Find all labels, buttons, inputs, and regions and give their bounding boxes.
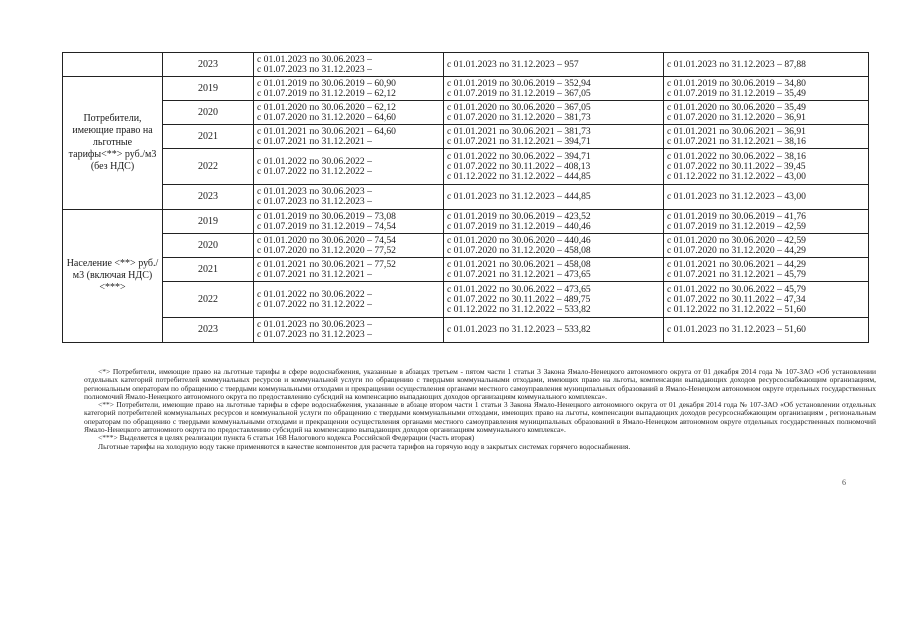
tariff-cell-c4 [444,282,664,318]
tariff-period-line: с 01.07.2023 по 31.12.2023 – [257,329,372,340]
tariff-period-line: с 01.01.2022 по 30.06.2022 – 473,65 [447,283,591,295]
tariff-period-line: с 01.07.2019 по 31.12.2019 – 62,12 [257,87,396,99]
footnote-1: <*> Потребители, имеющие право на льготные тарифы в сфере водоснабжения, указанные в абзацах третьем - пятом части 1 статьи 3 Закона Ямало-Ненецкого автономного округа от 01 декабря 2014 года № 107-ЗАО «Об установлении отдельных категорий потребителей коммунальных ресурсов и коммунальной услуги по обращению с твердыми коммунальными отходами, имеющих право на льготы, компенсации выпадающих доходов ресурсоснабжающим организациям, региональным операторам по обращению с твердыми коммунальными отходами и прекращении осуществления органами местного самоуправления муниципальных образований в Ямало-Ненецком автономном округе отдельных государственных полномочий Ямало-Ненецкого автономного округа по предоставлению субсидий на компенсацию выпадающих доходов организациям коммунального комплекса». [84,367,876,401]
tariff-period-line: с 01.07.2022 по 30.11.2022 – 47,34 [667,293,806,305]
tariff-period-line: с 01.07.2020 по 31.12.2020 – 381,73 [447,111,591,123]
tariff-period-line: с 01.07.2020 по 31.12.2020 – 64,60 [257,111,396,123]
tariff-cell-c5 [664,258,869,282]
tariff-cell-c4 [444,77,664,101]
tariff-period-line: с 01.01.2023 по 31.12.2023 – 51,60 [667,324,806,335]
tariff-cell-c5 [664,101,869,125]
tariff-period-line: с 01.07.2019 по 31.12.2019 – 367,05 [447,87,591,99]
year-cell: 2019 [163,210,254,234]
tariff-cell-c3 [254,318,444,343]
tariff-cell-c5 [664,125,869,149]
tariff-table [62,52,869,343]
table-row [63,149,869,185]
tariff-period-line: с 01.01.2023 по 31.12.2023 – 957 [447,58,579,70]
table-row [63,318,869,343]
tariff-cell-c4 [444,53,664,77]
table-row [63,53,869,77]
table-row [63,258,869,282]
tariff-cell-c4 [444,318,664,343]
tariff-cell-c3 [254,149,444,185]
tariff-period-line: с 01.01.2022 по 30.06.2022 – 394,71 [447,150,591,162]
tariff-period-line: с 01.01.2021 по 30.06.2021 – 381,73 [447,125,591,137]
page-number: 6 [842,478,846,487]
tariff-cell-c4 [444,234,664,258]
table-row [63,185,869,210]
tariff-period-line: с 01.12.2022 по 31.12.2022 – 51,60 [667,303,806,315]
tariff-period-line: с 01.01.2023 по 31.12.2023 – 444,85 [447,191,591,202]
tariff-cell-c3 [254,53,444,77]
tariff-period-line: с 01.07.2021 по 31.12.2021 – 38,16 [667,135,806,147]
year-cell: 2023 [163,185,254,210]
tariff-period-line: с 01.01.2020 по 30.06.2020 – 367,05 [447,101,591,113]
year-cell: 2021 [163,258,254,282]
tariff-cell-c3 [254,210,444,234]
tariff-period-line: с 01.01.2023 по 31.12.2023 – 533,82 [447,324,591,335]
tariff-period-line: с 01.01.2020 по 30.06.2020 – 62,12 [257,101,396,113]
tariff-cell-c3 [254,101,444,125]
tariff-period-line: с 01.07.2023 по 31.12.2023 – [257,63,372,75]
tariff-period-line: с 01.07.2019 по 31.12.2019 – 440,46 [447,220,591,232]
tariff-period-line: с 01.01.2021 по 30.06.2021 – 64,60 [257,125,396,137]
tariff-period-line: с 01.01.2021 по 30.06.2021 – 458,08 [447,258,591,270]
table-row [63,282,869,318]
tariff-period-line: с 01.01.2023 по 30.06.2023 – [257,319,372,330]
tariff-cell-c4 [444,210,664,234]
tariff-period-line: с 01.07.2022 по 30.11.2022 – 39,45 [667,160,806,172]
tariff-period-line: с 01.01.2019 по 30.06.2019 – 73,08 [257,210,396,222]
tariff-cell-c5 [664,282,869,318]
tariff-period-line: с 01.07.2023 по 31.12.2023 – [257,196,372,207]
tariff-period-line: с 01.07.2019 по 31.12.2019 – 35,49 [667,87,806,99]
table-row [63,234,869,258]
year-cell: 2023 [163,53,254,77]
tariff-period-line: с 01.07.2021 по 31.12.2021 – [257,135,372,147]
tariff-period-line: с 01.01.2022 по 30.06.2022 – [257,155,372,167]
tariff-cell-c4 [444,258,664,282]
footnote-4: Льготные тарифы на холодную воду также применяются в качестве компонентов для расчета тарифов на горячую воду в закрытых системах горячего водоснабжения. [98,441,631,451]
category-cell [63,53,163,77]
tariff-period-line: с 01.01.2023 по 31.12.2023 – 43,00 [667,191,806,202]
tariff-period-line: с 01.01.2019 по 30.06.2019 – 34,80 [667,77,806,89]
tariff-cell-c5 [664,318,869,343]
tariff-cell-c4 [444,149,664,185]
tariff-period-line: с 01.01.2022 по 30.06.2022 – [257,288,372,300]
table-row [63,77,869,101]
tariff-cell-c5 [664,210,869,234]
table-row [63,125,869,149]
year-cell: 2019 [163,77,254,101]
tariff-period-line: с 01.07.2021 по 31.12.2021 – [257,268,372,280]
tariff-period-line: с 01.01.2022 по 30.06.2022 – 38,16 [667,150,806,162]
tariff-period-line: с 01.01.2019 по 30.06.2019 – 423,52 [447,210,591,222]
year-cell: 2023 [163,318,254,343]
table-row [63,101,869,125]
tariff-period-line: с 01.01.2020 по 30.06.2020 – 42,59 [667,234,806,246]
tariff-period-line: с 01.01.2021 по 30.06.2021 – 44,29 [667,258,806,270]
tariff-period-line: с 01.01.2021 по 30.06.2021 – 77,52 [257,258,396,270]
tariff-cell-c3 [254,77,444,101]
tariff-period-line: с 01.07.2020 по 31.12.2020 – 36,91 [667,111,806,123]
tariff-cell-c4 [444,125,664,149]
tariff-cell-c4 [444,185,664,210]
tariff-period-line: с 01.07.2021 по 31.12.2021 – 45,79 [667,268,806,280]
year-cell: 2020 [163,234,254,258]
tariff-period-line: с 01.01.2022 по 30.06.2022 – 45,79 [667,283,806,295]
tariff-period-line: с 01.07.2019 по 31.12.2019 – 42,59 [667,220,806,232]
year-cell: 2022 [163,282,254,318]
footnote-2: <**> Потребители, имеющие право на льготные тарифы в сфере водоснабжения, указанные в абзаце втором части 1 статьи 3 Закона Ямало-Ненецкого автономного округа от 01 декабря 2014 года № 107-ЗАО «Об установлении отдельных категорий потребителей коммунальных ресурсов и коммунальной услуги по обращению с твердыми коммунальными отходами, имеющих право на льготы, компенсации выпадающих доходов ресурсоснабжающим организациям , региональным операторам по обращению с твердыми коммунальными отходами и прекращении осуществления органами местного самоуправления муниципальных образований в Ямало-Ненецком автономном округе отдельных государственных полномочий Ямало-Ненецкого автономного округа по предоставлению субсидий на компенсацию выпадающих доходов организациям коммунального комплекса». [84,400,876,435]
tariff-period-line: с 01.07.2019 по 31.12.2019 – 74,54 [257,220,396,232]
footnotes [84,368,876,451]
tariff-period-line: с 01.07.2022 по 31.12.2022 – [257,165,372,177]
tariff-period-line: с 01.12.2022 по 31.12.2022 – 533,82 [447,303,591,315]
tariff-cell-c5 [664,53,869,77]
tariff-period-line: с 01.01.2020 по 30.06.2020 – 35,49 [667,101,806,113]
tariff-period-line: с 01.07.2022 по 31.12.2022 – [257,298,372,310]
tariff-cell-c5 [664,77,869,101]
tariff-period-line: с 01.01.2023 по 30.06.2023 – [257,186,372,197]
tariff-period-line: с 01.07.2022 по 30.11.2022 – 489,75 [447,293,591,305]
tariff-cell-c3 [254,125,444,149]
tariff-period-line: с 01.01.2023 по 31.12.2023 – 87,88 [667,58,806,70]
tariff-period-line: с 01.07.2020 по 31.12.2020 – 44,29 [667,244,806,256]
tariff-period-line: с 01.12.2022 по 31.12.2022 – 444,85 [447,170,591,182]
tariff-period-line: с 01.01.2019 по 30.06.2019 – 352,94 [447,77,591,89]
category-cell: Население <**> руб./м3 (включая НДС) <***> [63,210,163,343]
year-cell: 2022 [163,149,254,185]
tariff-cell-c3 [254,185,444,210]
category-cell: Потребители, имеющие право на льготные тарифы<**> руб./м3 (без НДС) [63,77,163,210]
tariff-period-line: с 01.12.2022 по 31.12.2022 – 43,00 [667,170,806,182]
tariff-cell-c5 [664,185,869,210]
tariff-period-line: с 01.01.2019 по 30.06.2019 – 60,90 [257,77,396,89]
tariff-cell-c3 [254,234,444,258]
tariff-period-line: с 01.01.2023 по 30.06.2023 – [257,53,372,65]
tariff-cell-c3 [254,282,444,318]
tariff-period-line: с 01.07.2021 по 31.12.2021 – 473,65 [447,268,591,280]
tariff-period-line: с 01.01.2021 по 30.06.2021 – 36,91 [667,125,806,137]
tariff-cell-c3 [254,258,444,282]
tariff-period-line: с 01.07.2020 по 31.12.2020 – 458,08 [447,244,591,256]
tariff-period-line: с 01.01.2020 по 30.06.2020 – 74,54 [257,234,396,246]
tariff-period-line: с 01.01.2020 по 30.06.2020 – 440,46 [447,234,591,246]
tariff-period-line: с 01.07.2020 по 31.12.2020 – 77,52 [257,244,396,256]
tariff-period-line: с 01.07.2021 по 31.12.2021 – 394,71 [447,135,591,147]
tariff-cell-c5 [664,149,869,185]
tariff-period-line: с 01.01.2019 по 30.06.2019 – 41,76 [667,210,806,222]
tariff-cell-c5 [664,234,869,258]
year-cell: 2020 [163,101,254,125]
table-row [63,210,869,234]
year-cell: 2021 [163,125,254,149]
tariff-period-line: с 01.07.2022 по 30.11.2022 – 408,13 [447,160,591,172]
footnote-3: <***> Выделяется в целях реализации пункта 6 статьи 168 Налогового кодекса Российской Федерации (часть вторая) [98,433,475,443]
tariff-cell-c4 [444,101,664,125]
